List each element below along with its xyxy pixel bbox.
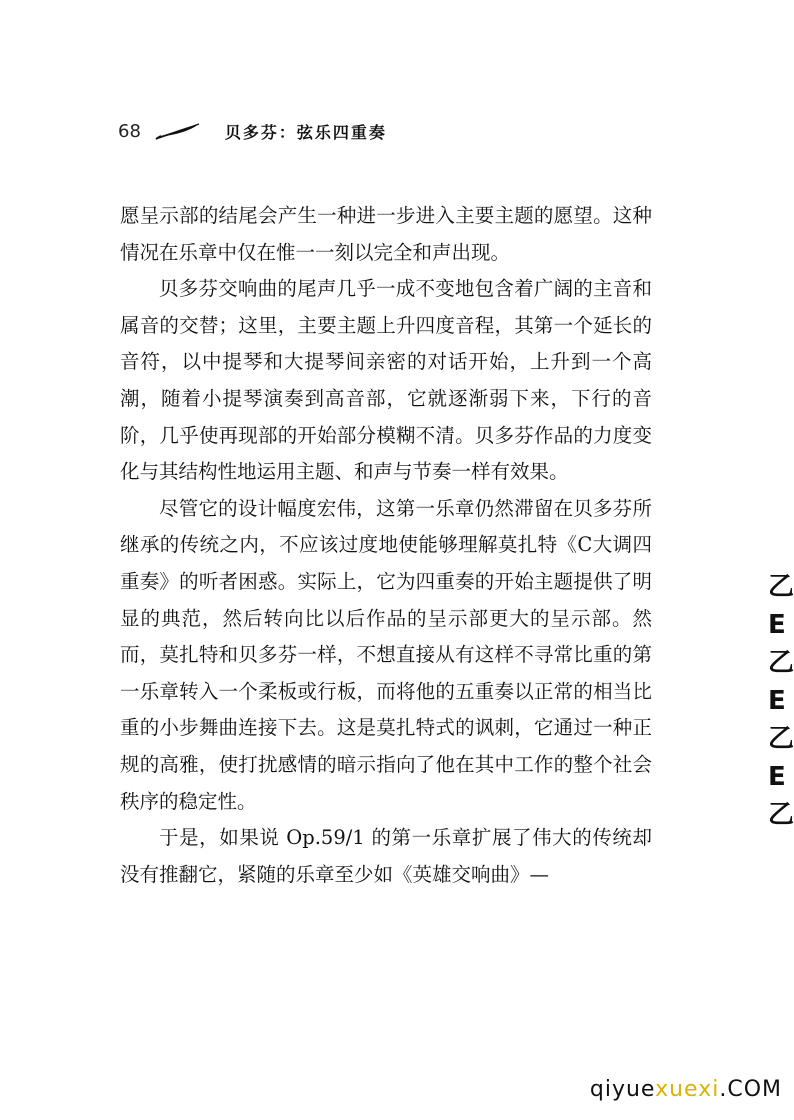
paragraph: 于是，如果说 Op.59/1 的第一乐章扩展了伟大的传统却没有推翻它，紧随的乐章至少如《英雄交响曲》— xyxy=(120,826,652,886)
edge-mark: E xyxy=(768,686,786,716)
paragraph: 尽管它的设计幅度宏伟，这第一乐章仍然滞留在贝多芬所继承的传统之内，不应该过度地使能够理解莫扎特《C大调四重奏》的听者困惑。实际上，它为四重奏的开始主题提供了明显的典范，然后转向比以后作品的呈示部更大的呈示部。然而，莫扎特和贝多芬一样，不想直接从有这样不寻常比重的第一乐章转入一个柔板或行板，而将他的五重奏以正常的相当比重的小步舞曲连接下去。这是莫扎特式的讽刺，它通过一种正规的高雅，使打扰感情的暗示指向了他在其中工作的整个社会秩序的稳定性。 xyxy=(120,496,652,813)
body-text xyxy=(120,198,652,893)
edge-mark: 乙 xyxy=(768,724,794,754)
edge-mark: E xyxy=(768,762,786,792)
quill-icon xyxy=(155,122,201,140)
edge-mark: 乙 xyxy=(768,800,794,830)
page-header xyxy=(118,118,387,144)
paragraph: 愿呈示部的结尾会产生一种进一步进入主要主题的愿望。这种情况在乐章中仅在惟一一刻以完全和声出现。 xyxy=(120,204,652,264)
page-number: 68 xyxy=(118,120,141,142)
running-title: 贝多芬：弦乐四重奏 xyxy=(224,122,387,142)
paragraph: 贝多芬交响曲的尾声几乎一成不变地包含着广阔的主音和属音的交替；这里，主要主题上升四度音程，其第一个延长的音符，以中提琴和大提琴间亲密的对话开始，上升到一个高潮，随着小提琴演奏到高音部，它就逐渐弱下来，下行的音阶，几乎使再现部的开始部分模糊不清。贝多芬作品的力度变化与其结构性地运用主题、和声与节奏一样有效果。 xyxy=(120,277,652,484)
watermark-prefix: qiyue xyxy=(589,1077,656,1102)
watermark-accent: xuexi xyxy=(655,1077,720,1102)
edge-mark: 乙 xyxy=(768,648,794,678)
watermark-suffix: .COM xyxy=(719,1077,782,1102)
site-watermark xyxy=(590,1077,782,1102)
edge-mark: E xyxy=(768,610,786,640)
edge-marks xyxy=(768,568,794,834)
edge-mark: 乙 xyxy=(768,572,794,602)
